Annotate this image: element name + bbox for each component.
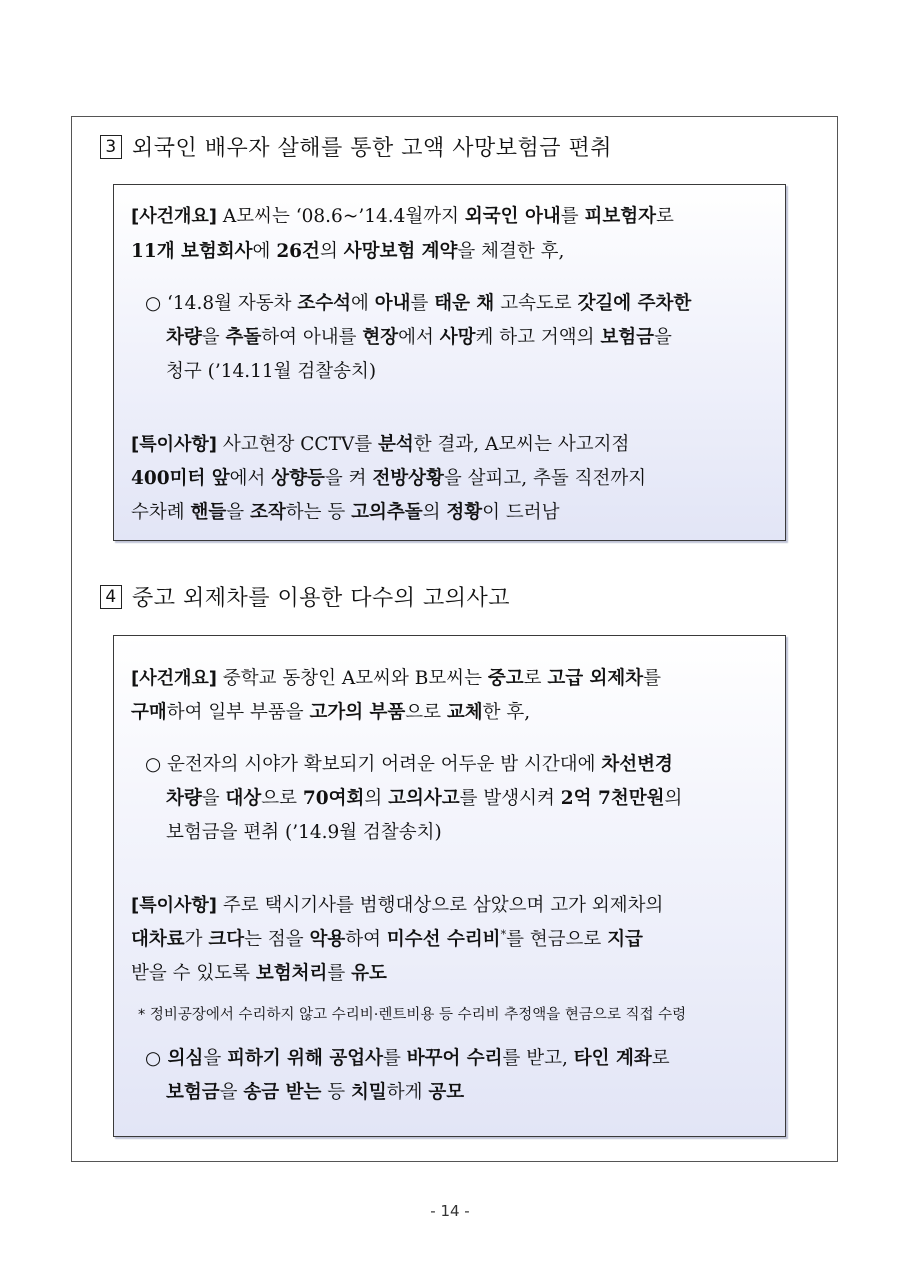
text-segment: 하게 bbox=[386, 1082, 429, 1103]
text-segment: 에서 bbox=[398, 327, 440, 348]
text-segment: 2억 7천만원 bbox=[560, 788, 665, 809]
text-segment: ○ ‘14.8월 자동차 bbox=[145, 293, 298, 314]
text-segment: 중학교 동창인 A모씨와 B모씨는 bbox=[217, 668, 488, 689]
text-segment: 크다 bbox=[208, 929, 245, 950]
text-segment: 이 드러남 bbox=[482, 502, 560, 523]
text-segment: * bbox=[500, 927, 507, 941]
text-segment: 고의추돌 bbox=[351, 502, 423, 523]
text-segment: 고급 외제차 bbox=[547, 668, 644, 689]
box2-bullet-line-3 bbox=[166, 818, 442, 844]
text-segment: 보험금을 편취 (’14.9월 검찰송치) bbox=[166, 822, 442, 843]
text-segment: 400미터 앞 bbox=[131, 468, 230, 489]
text-segment: 26건 bbox=[276, 241, 320, 262]
box1-bullet-line-1 bbox=[145, 289, 691, 315]
text-segment: 중고 bbox=[487, 668, 524, 689]
text-segment: 하는 등 bbox=[285, 502, 352, 523]
box1-line-1 bbox=[131, 202, 674, 228]
text-segment: 을 bbox=[219, 1082, 244, 1103]
text-segment: 차선변경 bbox=[601, 754, 673, 775]
text-segment: 교체 bbox=[446, 702, 483, 723]
text-segment: 사망보험 계약 bbox=[343, 241, 458, 262]
text-segment: 를 bbox=[643, 668, 662, 689]
text-segment: 11개 보험회사 bbox=[131, 241, 253, 262]
box2-bullet-line-2 bbox=[166, 784, 682, 810]
case-box-1 bbox=[113, 184, 786, 541]
text-segment: 청구 (’14.11월 검찰송치) bbox=[166, 361, 377, 382]
text-segment: 송금 받는 bbox=[243, 1082, 322, 1103]
text-segment: 고속도로 bbox=[494, 293, 578, 314]
box1-line-7 bbox=[131, 464, 646, 490]
text-segment: 가 bbox=[184, 929, 209, 950]
text-segment: 보험금 bbox=[166, 1082, 220, 1103]
text-segment: 피하기 위해 공업사 bbox=[227, 1048, 383, 1069]
text-segment: 외국인 아내 bbox=[464, 206, 561, 227]
text-segment: 분석 bbox=[378, 434, 414, 455]
text-segment: 의 bbox=[319, 241, 344, 262]
page-number: - 14 - bbox=[430, 1202, 470, 1220]
text-segment: 사고현장 CCTV를 bbox=[217, 434, 379, 455]
text-segment: * 정비공장에서 수리하지 않고 수리비·렌트비용 등 수리비 추정액을 현금으로 직접 수령 bbox=[138, 1007, 687, 1023]
section-number-box: 3 bbox=[100, 135, 122, 159]
text-segment: 을 bbox=[201, 788, 226, 809]
text-segment: 핸들 bbox=[190, 502, 227, 523]
text-segment: 고의사고 bbox=[388, 788, 460, 809]
text-segment: 대상 bbox=[225, 788, 262, 809]
text-segment: 보험금 bbox=[600, 327, 655, 348]
section-3-heading bbox=[100, 131, 612, 162]
text-segment: 으로 bbox=[261, 788, 303, 809]
case-box-2 bbox=[113, 635, 786, 1137]
text-segment: 차량 bbox=[166, 327, 202, 348]
text-segment: 대차료 bbox=[131, 929, 185, 950]
text-segment: 받을 수 있도록 bbox=[131, 963, 256, 984]
box2-bullet2-line-1 bbox=[145, 1044, 670, 1070]
text-segment: 를 현금으로 bbox=[506, 929, 608, 950]
box2-line-1 bbox=[131, 664, 661, 690]
text-segment: 한 후, bbox=[482, 702, 531, 723]
text-segment: 주로 택시기사를 범행대상으로 삼았으며 고가 외제차의 bbox=[217, 895, 664, 916]
text-segment: 미수선 수리비 bbox=[386, 929, 501, 950]
text-segment: 을 켜 bbox=[324, 468, 373, 489]
text-segment: 의 bbox=[364, 788, 389, 809]
text-segment: 상향등 bbox=[271, 468, 325, 489]
box1-bullet-line-3 bbox=[166, 357, 376, 383]
text-segment: ○ 의심 bbox=[145, 1048, 204, 1069]
section-title: 중고 외제차를 이용한 다수의 고의사고 bbox=[132, 586, 511, 611]
text-segment: 보험처리 bbox=[255, 963, 328, 984]
text-segment: 사망 bbox=[439, 327, 476, 348]
text-segment: 를 bbox=[560, 206, 585, 227]
text-segment: 70여회 bbox=[302, 788, 365, 809]
text-segment: 한 결과, A모씨는 사고지점 bbox=[413, 434, 630, 455]
text-segment: 수차례 bbox=[131, 502, 191, 523]
text-segment: 에 bbox=[350, 293, 375, 314]
text-segment: 를 bbox=[410, 293, 435, 314]
text-segment: 조수석 bbox=[297, 293, 351, 314]
text-segment: 공모 bbox=[428, 1082, 465, 1103]
text-segment: 로 bbox=[655, 206, 674, 227]
text-segment: 로 bbox=[523, 668, 548, 689]
text-segment: 는 점을 bbox=[244, 929, 310, 950]
section-number-box: 4 bbox=[100, 585, 122, 609]
text-segment: 를 발생시켜 bbox=[459, 788, 561, 809]
text-segment: 아내 bbox=[374, 293, 411, 314]
text-segment: 로 bbox=[651, 1048, 670, 1069]
text-segment: 바꾸어 수리 bbox=[406, 1048, 503, 1069]
section-title: 외국인 배우자 살해를 통한 고액 사망보험금 편취 bbox=[132, 136, 613, 161]
box1-line-8 bbox=[131, 498, 560, 524]
text-segment: 현장 bbox=[362, 327, 399, 348]
text-segment: 등 bbox=[321, 1082, 351, 1103]
text-segment: A모씨는 ‘08.6~’14.4월까지 bbox=[217, 206, 465, 227]
text-segment: 를 받고, bbox=[502, 1048, 574, 1069]
text-segment: 악용 bbox=[309, 929, 346, 950]
text-segment: ○ 운전자의 시야가 확보되기 어려운 어두운 밤 시간대에 bbox=[145, 754, 602, 775]
box2-bullet2-line-2 bbox=[166, 1078, 464, 1104]
box1-line-2 bbox=[131, 237, 564, 263]
text-segment: 의 bbox=[422, 502, 447, 523]
text-segment: 지급 bbox=[607, 929, 643, 950]
box2-line-2 bbox=[131, 698, 530, 724]
text-segment: 을 체결한 후, bbox=[457, 241, 565, 262]
text-segment: 에 bbox=[252, 241, 277, 262]
text-segment: 을 살피고, 추돌 직전까지 bbox=[443, 468, 647, 489]
text-segment: 추돌 bbox=[225, 327, 262, 348]
text-segment: 으로 bbox=[405, 702, 447, 723]
box2-line-7 bbox=[131, 925, 643, 951]
section-label: [사건개요] bbox=[131, 206, 218, 227]
text-segment: 고가의 부품 bbox=[309, 702, 406, 723]
box2-line-8 bbox=[131, 959, 387, 985]
footnote bbox=[138, 1003, 686, 1024]
text-segment: 을 bbox=[226, 502, 251, 523]
box2-line-6 bbox=[131, 891, 663, 917]
box2-bullet-line-1 bbox=[145, 750, 673, 776]
text-segment: 타인 계좌 bbox=[573, 1048, 652, 1069]
text-segment: 하여 일부 부품을 bbox=[166, 702, 310, 723]
text-segment: 정황 bbox=[446, 502, 483, 523]
box1-line-6 bbox=[131, 430, 629, 456]
text-segment: 갓길에 주차한 bbox=[577, 293, 692, 314]
text-segment: 케 하고 거액의 bbox=[475, 327, 601, 348]
text-segment: 태운 채 bbox=[434, 293, 495, 314]
text-segment: 구매 bbox=[131, 702, 167, 723]
text-segment: 피보험자 bbox=[584, 206, 656, 227]
text-segment: 을 bbox=[654, 327, 672, 348]
text-segment: 하여 bbox=[345, 929, 387, 950]
text-segment: 의 bbox=[664, 788, 683, 809]
text-segment: 조작 bbox=[250, 502, 286, 523]
text-segment: 을 bbox=[201, 327, 226, 348]
section-label: [사건개요] bbox=[131, 668, 218, 689]
text-segment: 유도 bbox=[351, 963, 387, 984]
section-label: [특이사항] bbox=[131, 895, 218, 916]
text-segment: 를 bbox=[327, 963, 352, 984]
text-segment: 을 bbox=[203, 1048, 228, 1069]
text-segment: 를 bbox=[382, 1048, 407, 1069]
text-segment: 차량 bbox=[166, 788, 202, 809]
text-segment: 하여 아내를 bbox=[261, 327, 363, 348]
box1-bullet-line-2 bbox=[166, 323, 672, 349]
text-segment: 에서 bbox=[229, 468, 272, 489]
section-4-heading bbox=[100, 581, 510, 612]
text-segment: 전방상황 bbox=[372, 468, 444, 489]
section-label: [특이사항] bbox=[131, 434, 218, 455]
text-segment: 치밀 bbox=[350, 1082, 387, 1103]
